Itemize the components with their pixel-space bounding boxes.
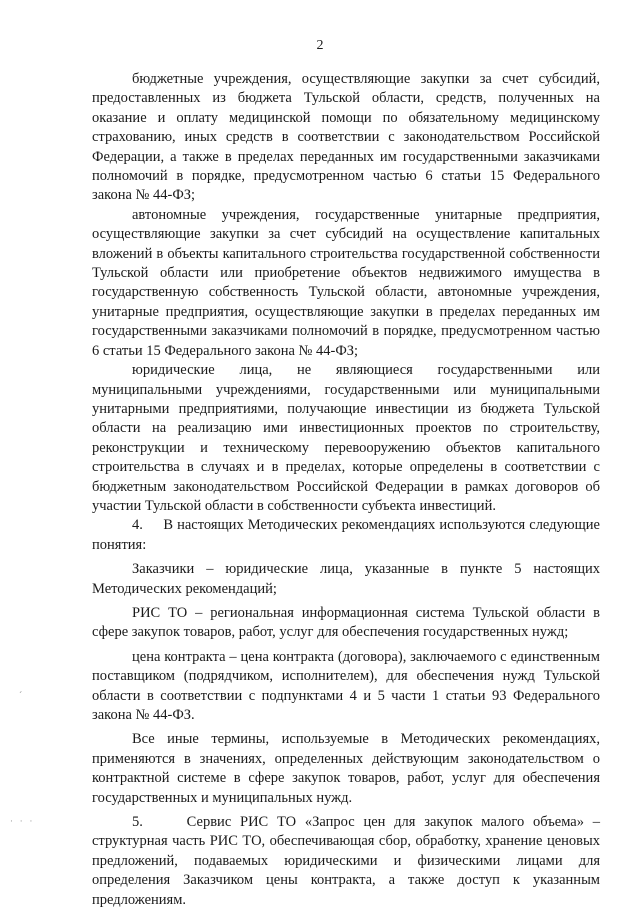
scan-artifact-dots: · · · bbox=[10, 817, 35, 827]
page-number: 2 bbox=[316, 38, 324, 53]
paragraph-legal-entities: юридические лица, не являющиеся государственными или муниципальными учреждениями, государственными или муниципальными унитарными предприятиями, получающие инвестиции из бюджета Тульской области на реализацию ими инвестиционных проектов по строительству, реконструкции и техническому перевооружению объектов капитального строительства в случаях и в пределах, которые определены в соответствии с бюджетным законодательством Российской Федерации в рамках договоров об участии Тульской области в собственности субъекта инвестиций. bbox=[92, 362, 600, 514]
paragraph-definition-customers: Заказчики – юридические лица, указанные в пункте 5 настоящих Методических рекомендаций; bbox=[92, 561, 600, 597]
paragraph-section-4: 4. В настоящих Методических рекомендациях используются следующие понятия: bbox=[92, 517, 600, 553]
paragraph-definition-contract-price: цена контракта – цена контракта (договора), заключаемого с единственным поставщиком (подрядчиком, исполнителем), для обеспечения нужд Тульской области в соответствии с подпунктами 4 и 5 части 1 статьи 93 Федерального закона № 44-ФЗ. bbox=[92, 648, 600, 723]
paragraph-section-5: 5. Сервис РИС ТО «Запрос цен для закупок малого объема» – структурная часть РИС ТО, обеспечивающая сбор, обработку, хранение ценовых предложений, подаваемых юридическими и физическими лицами для определения Заказчиком цены контракта, а также доступ к указанным предложениям. bbox=[92, 814, 600, 908]
document-body bbox=[92, 70, 600, 910]
paragraph-definition-ris-to: РИС ТО – региональная информационная система Тульской области в сфере закупок товаров, работ, услуг для обеспечения государственных нужд; bbox=[92, 604, 600, 641]
paragraph-budget-institutions: бюджетные учреждения, осуществляющие закупки за счет субсидий, предоставленных из бюджета Тульской области, средств, полученных на оказание и оплату медицинской помощи по обязательному медицинскому страхованию, иных средств в соответствии с законодательством Российской Федерации, а также в пределах переданных им государственными заказчиками полномочий в порядке, предусмотренном частью 6 статьи 15 Федерального закона № 44-ФЗ; bbox=[92, 71, 600, 204]
paragraph-autonomous-institutions: автономные учреждения, государственные унитарные предприятия, осуществляющие закупки за счет субсидий на осуществление капитальных вложений в объекты капитального строительства государственной собственности Тульской области или приобретение объектов недвижимого имущества в государственную собственность Тульской области, автономные учреждения, унитарные предприятия, осуществляющие закупки в пределах переданных им государственными заказчиками полномочий в порядке, предусмотренном частью 6 статьи 15 Федерального закона № 44-ФЗ; bbox=[92, 206, 600, 359]
scan-artifact-mark: ˏ bbox=[18, 684, 23, 694]
paragraph-other-terms: Все иные термины, используемые в Методических рекомендациях, применяются в значениях, определенных действующим законодательством о контрактной системе в сфере закупок товаров, работ, услуг для обеспечения государственных и муниципальных нужд. bbox=[92, 731, 600, 806]
